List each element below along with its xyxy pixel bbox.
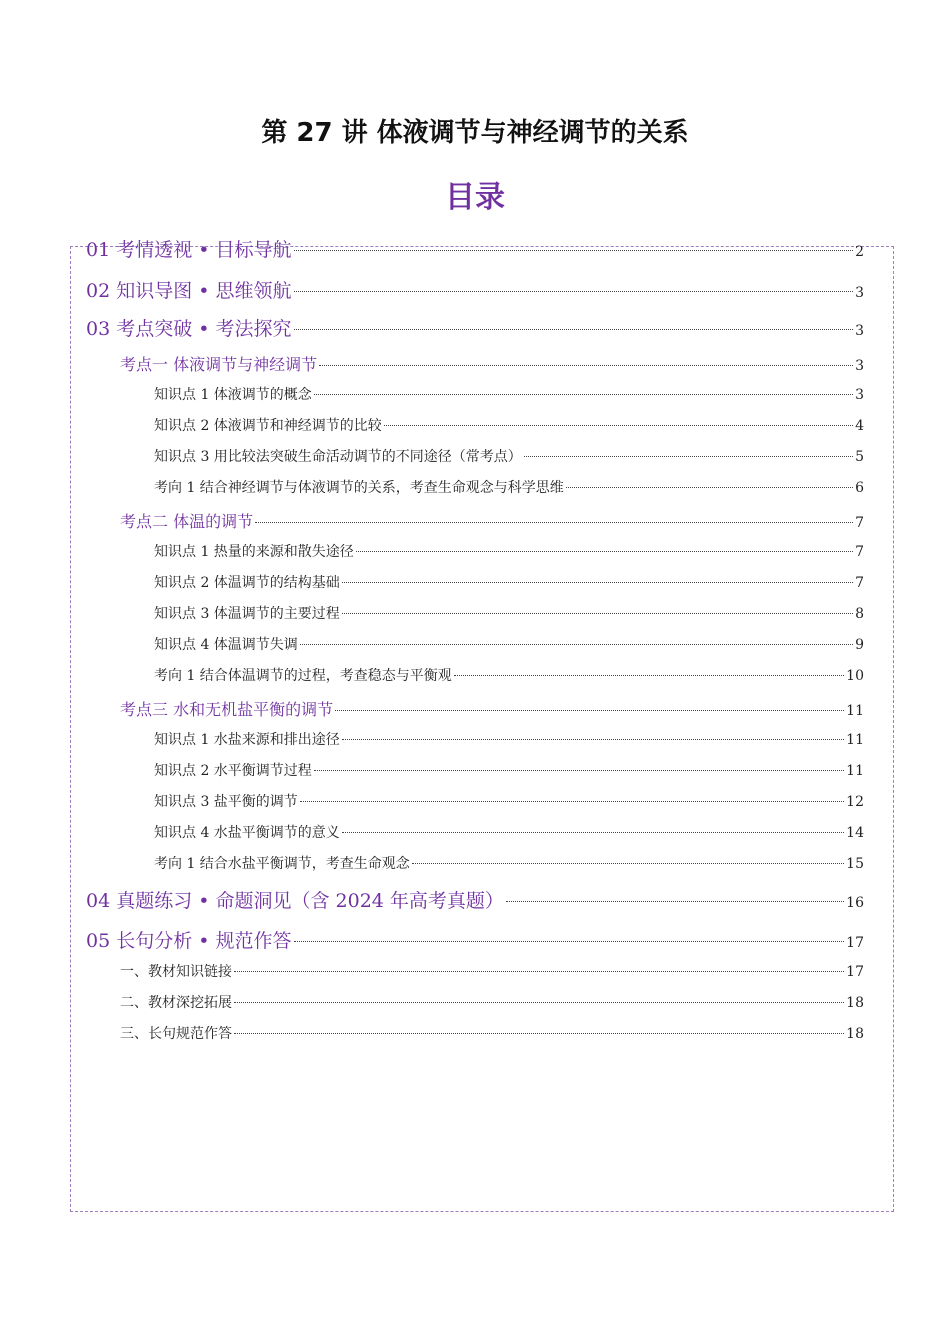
toc-entry-label[interactable]: 知识点 3 体温调节的主要过程 <box>154 606 340 622</box>
toc-entry[interactable] <box>120 509 864 532</box>
toc-dot-leader <box>356 551 853 552</box>
toc-entry-label[interactable]: 04 真题练习 • 命题洞见（含 2024 年高考真题） <box>86 890 504 912</box>
toc-entry-label[interactable]: 一、教材知识链接 <box>120 964 232 980</box>
toc-dot-leader <box>412 863 844 864</box>
toc-dot-leader <box>566 487 853 488</box>
toc-entry[interactable] <box>86 886 864 913</box>
toc-dot-leader <box>255 522 853 523</box>
toc-entry[interactable] <box>120 352 864 375</box>
toc-entry-label[interactable]: 考向 1 结合体温调节的过程，考查稳态与平衡观 <box>154 668 452 684</box>
toc-page-number[interactable]: 18 <box>846 1026 864 1042</box>
toc-entry[interactable] <box>154 634 864 654</box>
toc-heading: 目录 <box>445 180 505 215</box>
toc-dot-leader <box>384 425 853 426</box>
toc-entry[interactable] <box>154 822 864 842</box>
toc-entry-label[interactable]: 知识点 1 体液调节的概念 <box>154 387 312 403</box>
toc-entry-label[interactable]: 三、长句规范作答 <box>120 1026 232 1042</box>
toc-dot-leader <box>319 365 853 366</box>
toc-entry-label[interactable]: 考向 1 结合神经调节与体液调节的关系，考查生命观念与科学思维 <box>154 480 564 496</box>
toc-dot-leader <box>300 801 844 802</box>
toc-page-number[interactable]: 11 <box>846 763 864 779</box>
toc-dot-leader <box>234 1033 844 1034</box>
toc-entry[interactable] <box>154 729 864 749</box>
toc-page-number[interactable]: 7 <box>855 515 864 531</box>
toc-page-number[interactable]: 11 <box>846 732 864 748</box>
toc-dot-leader <box>506 901 844 902</box>
toc-entry[interactable] <box>154 446 864 466</box>
toc-dot-leader <box>234 971 844 972</box>
toc-page-number[interactable]: 7 <box>855 575 864 591</box>
toc-entry[interactable] <box>154 665 864 685</box>
toc-entry-label[interactable]: 二、教材深挖拓展 <box>120 995 232 1011</box>
toc-page-number[interactable]: 3 <box>855 358 864 374</box>
toc-page-number[interactable]: 12 <box>846 794 864 810</box>
toc-dot-leader <box>294 250 854 251</box>
toc-page-number[interactable]: 10 <box>846 668 864 684</box>
toc-page-number[interactable]: 2 <box>855 244 864 260</box>
toc-entry[interactable] <box>120 992 864 1012</box>
toc-entry-label[interactable]: 03 考点突破 • 考法探究 <box>86 318 292 340</box>
toc-page-number[interactable]: 17 <box>846 935 864 951</box>
toc-entry[interactable] <box>120 697 864 720</box>
toc-page-number[interactable]: 8 <box>855 606 864 622</box>
toc-dot-leader <box>524 456 853 457</box>
toc-entry[interactable] <box>154 477 864 497</box>
toc-page-number[interactable]: 18 <box>846 995 864 1011</box>
toc-entry[interactable] <box>154 791 864 811</box>
toc-entry-label[interactable]: 知识点 2 水平衡调节过程 <box>154 763 312 779</box>
toc-entry-label[interactable]: 知识点 2 体液调节和神经调节的比较 <box>154 418 382 434</box>
toc-entry[interactable] <box>154 603 864 623</box>
toc-page-number[interactable]: 11 <box>846 703 864 719</box>
toc-entry-label[interactable]: 知识点 4 体温调节失调 <box>154 637 298 653</box>
toc-entry-label[interactable]: 考点二 体温的调节 <box>120 512 254 531</box>
toc-entry-label[interactable]: 知识点 2 体温调节的结构基础 <box>154 575 340 591</box>
toc-dot-leader <box>234 1002 844 1003</box>
toc-dot-leader <box>300 644 853 645</box>
toc-entry-label[interactable]: 考点三 水和无机盐平衡的调节 <box>120 700 334 719</box>
toc-dot-leader <box>454 675 844 676</box>
toc-entry-label[interactable]: 02 知识导图 • 思维领航 <box>86 280 292 302</box>
toc-entry-label[interactable]: 知识点 4 水盐平衡调节的意义 <box>154 825 340 841</box>
toc-page-number[interactable]: 4 <box>855 418 864 434</box>
toc-page-number[interactable]: 3 <box>855 285 864 301</box>
toc-entry[interactable] <box>154 572 864 592</box>
toc-dot-leader <box>335 710 844 711</box>
toc-dot-leader <box>294 291 854 292</box>
toc-page-number[interactable]: 14 <box>846 825 864 841</box>
toc-entry-label[interactable]: 05 长句分析 • 规范作答 <box>86 930 292 952</box>
toc-page-number[interactable]: 17 <box>846 964 864 980</box>
toc-entry-label[interactable]: 01 考情透视 • 目标导航 <box>86 239 292 261</box>
toc-dot-leader <box>294 329 854 330</box>
toc-page-number[interactable]: 6 <box>855 480 864 496</box>
toc-entry[interactable] <box>154 541 864 561</box>
toc-page-number[interactable]: 3 <box>855 387 864 403</box>
toc-entry[interactable] <box>86 276 864 303</box>
toc-entry-label[interactable]: 知识点 3 用比较法突破生命活动调节的不同途径（常考点） <box>154 449 522 465</box>
toc-entry[interactable] <box>86 314 864 341</box>
toc-entry-label[interactable]: 知识点 1 水盐来源和排出途径 <box>154 732 340 748</box>
toc-page-number[interactable]: 9 <box>855 637 864 653</box>
toc-dot-leader <box>294 941 845 942</box>
toc-entry[interactable] <box>154 415 864 435</box>
toc-dot-leader <box>342 832 844 833</box>
toc-entry-label[interactable]: 考向 1 结合水盐平衡调节，考查生命观念 <box>154 856 410 872</box>
toc-entry[interactable] <box>86 235 864 262</box>
toc-page-number[interactable]: 15 <box>846 856 864 872</box>
toc-dot-leader <box>342 582 853 583</box>
toc-page-number[interactable]: 3 <box>855 323 864 339</box>
toc-dot-leader <box>314 394 853 395</box>
toc-page-number[interactable]: 5 <box>855 449 864 465</box>
toc-page-number[interactable]: 7 <box>855 544 864 560</box>
toc-entry[interactable] <box>120 961 864 981</box>
toc-entry-label[interactable]: 知识点 1 热量的来源和散失途径 <box>154 544 354 560</box>
page-title: 第 27 讲 体液调节与神经调节的关系 <box>261 118 689 148</box>
toc-entry[interactable] <box>120 1023 864 1043</box>
toc-entry-label[interactable]: 考点一 体液调节与神经调节 <box>120 355 318 374</box>
toc-entry[interactable] <box>154 384 864 404</box>
toc-entry[interactable] <box>154 853 864 873</box>
toc-dot-leader <box>342 613 853 614</box>
toc-dot-leader <box>314 770 844 771</box>
toc-entry[interactable] <box>154 760 864 780</box>
toc-entry[interactable] <box>86 926 864 953</box>
toc-page-number[interactable]: 16 <box>846 895 864 911</box>
toc-entry-label[interactable]: 知识点 3 盐平衡的调节 <box>154 794 298 810</box>
toc-dot-leader <box>342 739 844 740</box>
